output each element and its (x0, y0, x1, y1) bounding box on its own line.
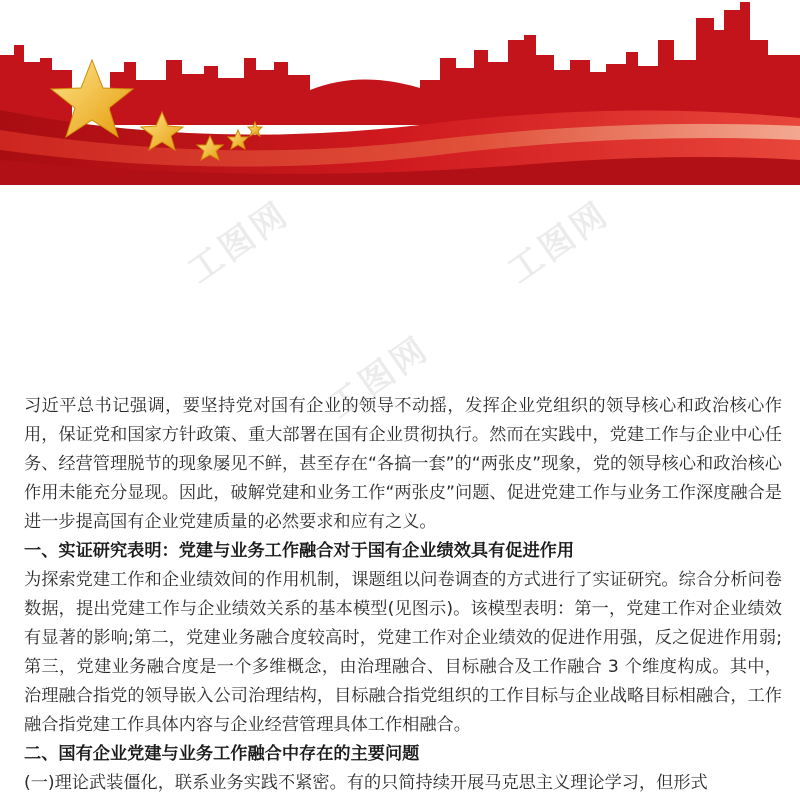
section-heading: 二、国有企业党建与业务工作融合中存在的主要问题 (24, 744, 420, 764)
watermark: 工图网 (320, 328, 438, 427)
article-body (24, 392, 782, 798)
paragraph: 为探索党建工作和企业绩效间的作用机制，课题组以问卷调查的方式进行了实证研究。综合分析问卷数据，提出党建工作与企业绩效关系的基本模型(见图示)。该模型表明：第一，党建工作对企业绩效有显著的影响;第二，党建业务融合度较高时，党建工作对企业绩效的促进作用强，反之促进作用弱;第三，党建业务融合度是一个多维概念，由治理融合、目标融合及工作融合 3 个维度构成。其中，治理融合指党的领导嵌入公司治理结构，目标融合指党组织的工作目标与企业战略目标相融合，工作融合指党建工作具体内容与企业经营管理具体工作相融合。 (24, 570, 782, 735)
watermark: 工图网 (180, 193, 298, 292)
paragraph: 习近平总书记强调，要坚持党对国有企业的领导不动摇，发挥企业党组织的领导核心和政治核心作用，保证党和国家方针政策、重大部署在国有企业贯彻执行。然而在实践中，党建工作与企业中心任务、经营管理脱节的现象屡见不鲜，甚至存在“各搞一套”的“两张皮”现象，党的领导核心和政治核心作用未能充分显现。因此，破解党建和业务工作“两张皮”问题、促进党建工作与业务工作深度融合是进一步提高国有企业党建质量的必然要求和应有之义。 (24, 396, 782, 532)
paragraph: (一)理论武装僵化，联系业务实践不紧密。有的只简持续开展马克思主义理论学习，但形式 (24, 773, 708, 793)
header-banner (0, 0, 800, 185)
watermark: 工图网 (500, 193, 618, 292)
city-skyline (0, 2, 800, 125)
section-heading: 一、实证研究表明：党建与业务工作融合对于国有企业绩效具有促进作用 (24, 541, 575, 561)
